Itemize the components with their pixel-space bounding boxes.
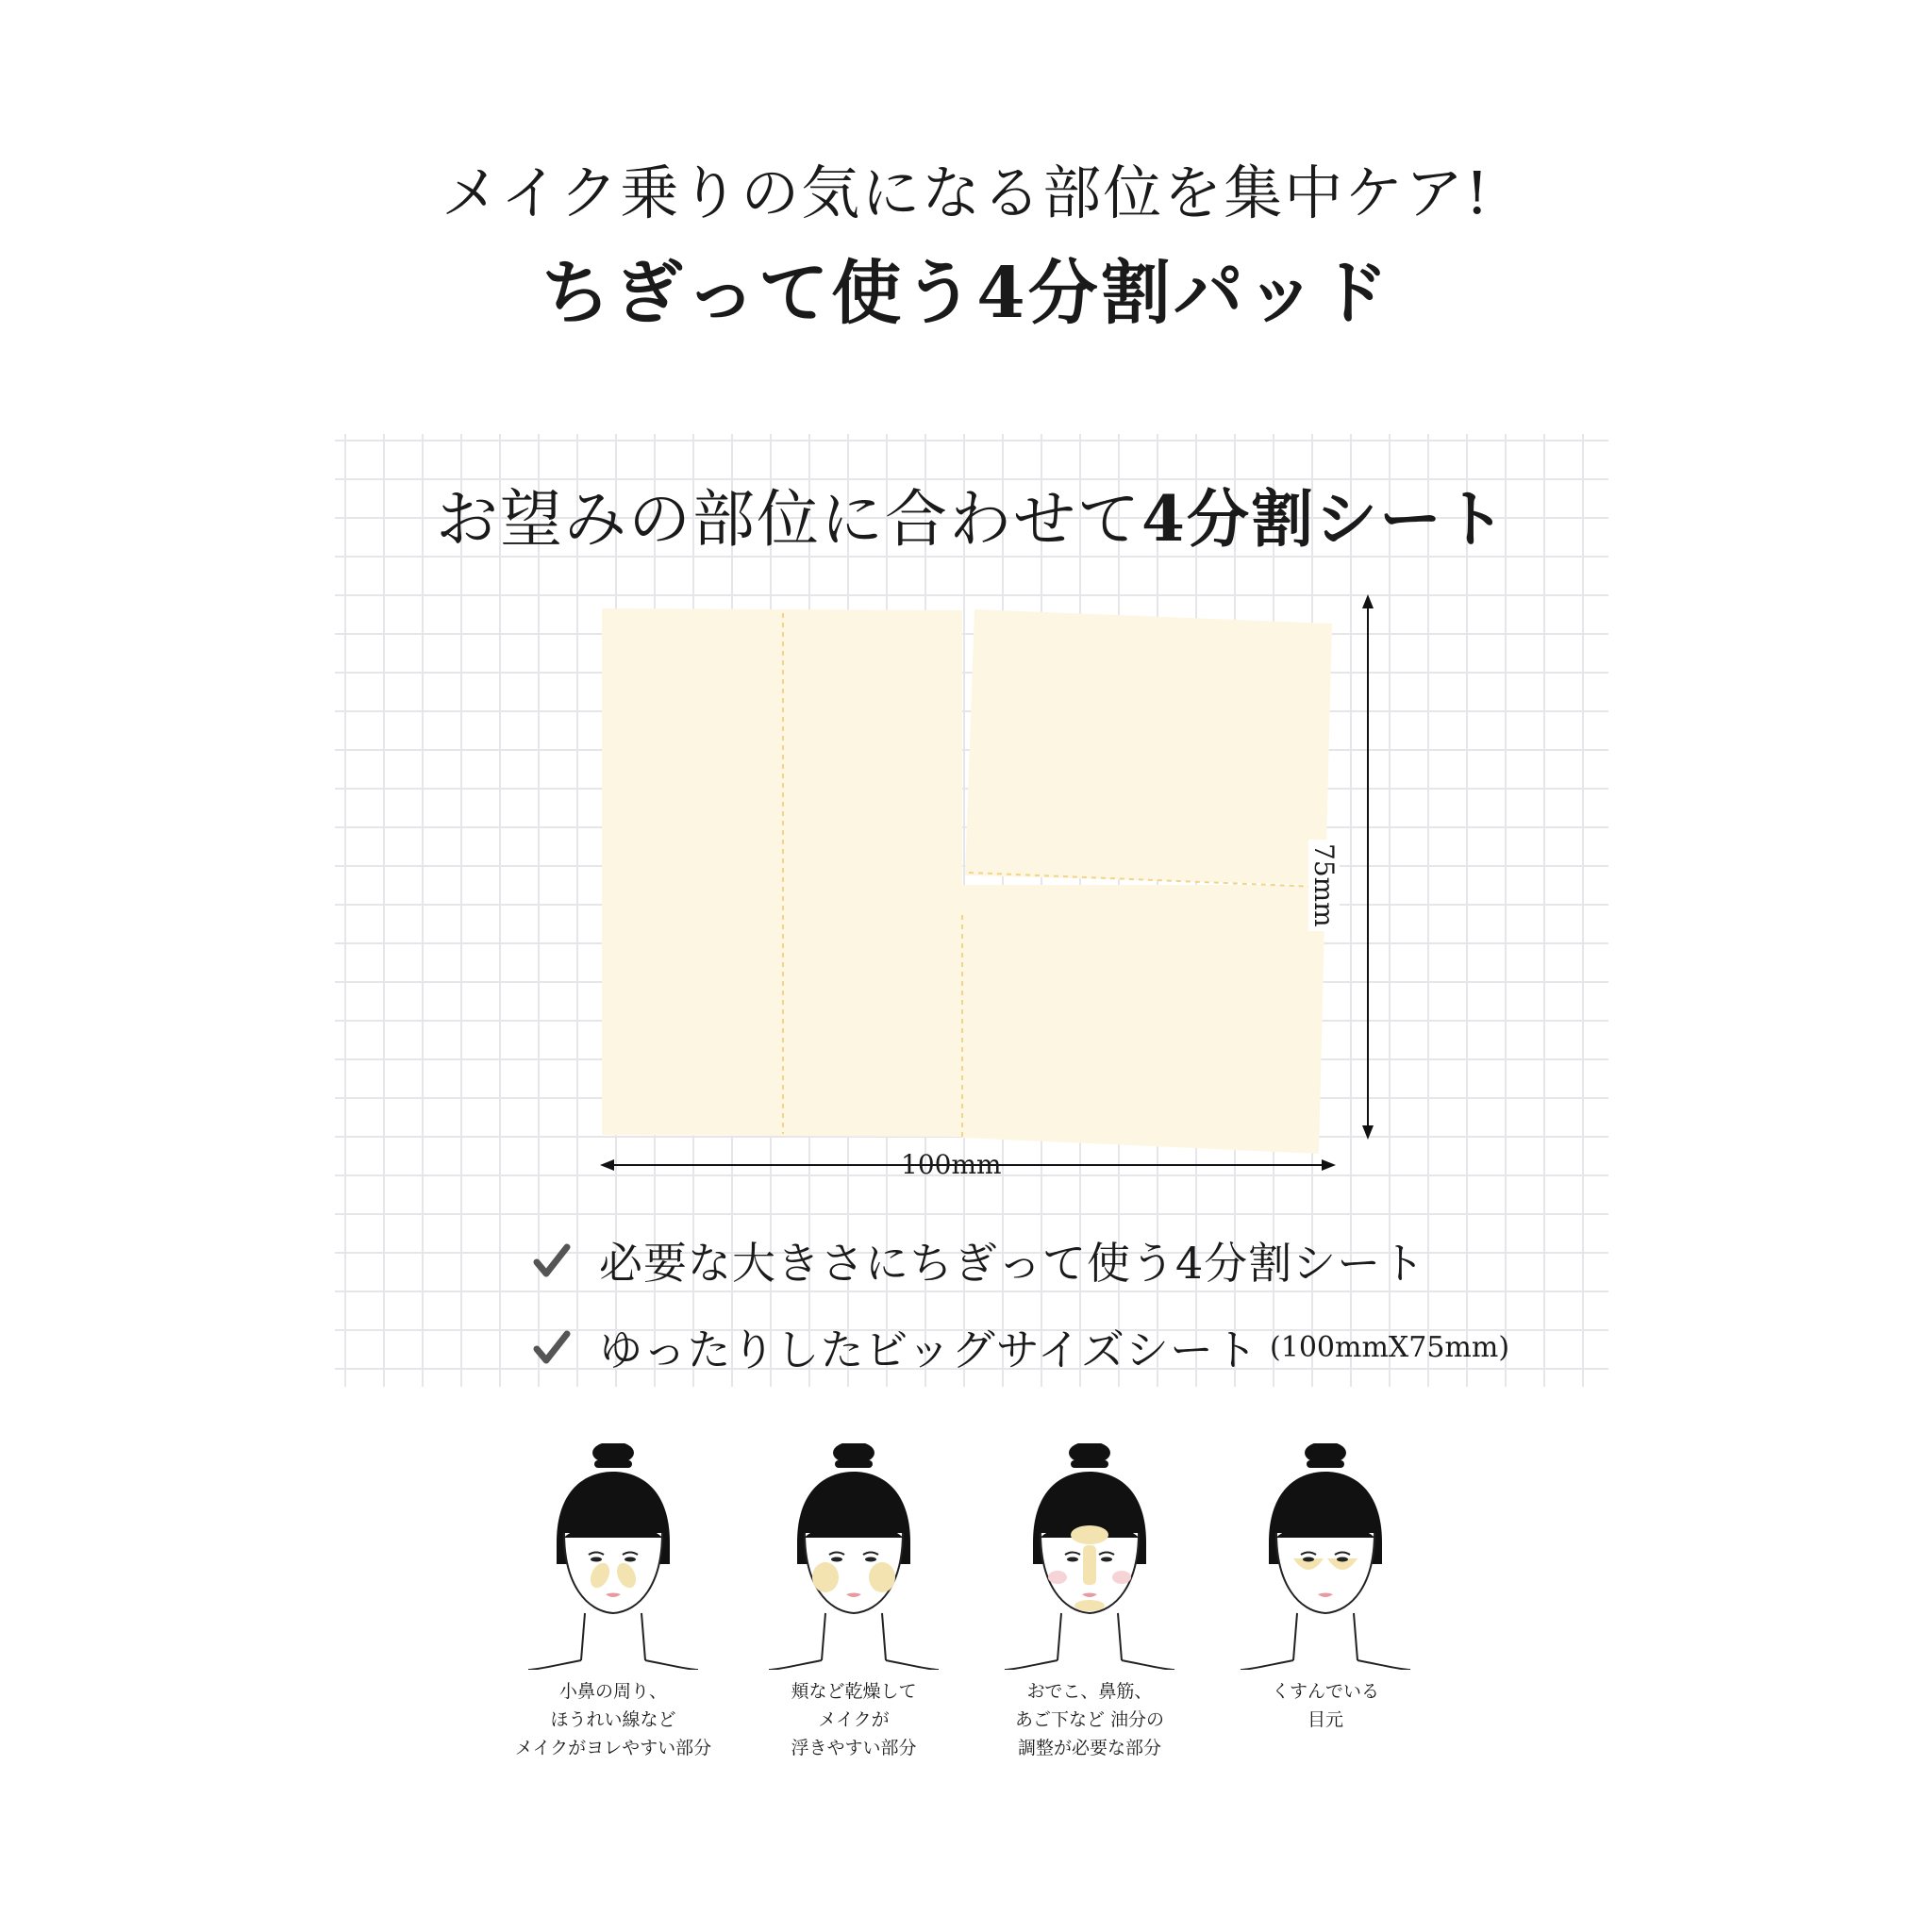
face-under-eye-icon xyxy=(1231,1443,1420,1670)
feature-text: ゆったりしたビッグサイズシート xyxy=(599,1324,1259,1375)
face-caption xyxy=(1203,1677,1448,1734)
headline-title: ちぎって使う4分割パッド xyxy=(541,253,1391,334)
sheet-right-bottom-quarter xyxy=(962,885,1325,1154)
face-caption xyxy=(731,1677,976,1762)
feature-note: (100mmX75mm) xyxy=(1270,1330,1510,1364)
caption-line: 頬など乾燥して xyxy=(791,1681,917,1702)
feature-text: 必要な大きさにちぎって使う4分割シート xyxy=(599,1238,1426,1289)
arrow-right-icon xyxy=(1322,1159,1336,1171)
caption-line: 小鼻の周り、 xyxy=(558,1681,667,1702)
face-column xyxy=(967,1443,1212,1762)
panel-title-regular: お望みの部位に合わせて xyxy=(436,483,1142,556)
height-label: 75mm xyxy=(1308,840,1340,931)
feature-item xyxy=(533,1217,1509,1304)
caption-line: 浮きやすい部分 xyxy=(791,1738,917,1758)
feature-list xyxy=(533,1217,1509,1391)
face-nose-smile-lines-icon xyxy=(519,1443,708,1670)
face-illustrations xyxy=(491,1443,1453,1877)
caption-line: メイクがヨレやすい部分 xyxy=(514,1738,712,1758)
caption-line: 目元 xyxy=(1307,1709,1343,1730)
feature-item xyxy=(533,1304,1509,1391)
headline-subtitle: メイク乗りの気になる部位を集中ケア! xyxy=(441,158,1491,227)
panel-title-bold: 4分割シート xyxy=(1141,482,1507,556)
arrow-up-icon xyxy=(1362,594,1374,608)
caption-line: あご下など 油分の xyxy=(1014,1709,1165,1730)
face-cheeks-icon xyxy=(759,1443,948,1670)
caption-line: メイクが xyxy=(818,1709,890,1730)
checkmark-icon xyxy=(533,1328,571,1366)
caption-line: 調整が必要な部分 xyxy=(1017,1738,1161,1758)
face-caption xyxy=(967,1677,1212,1762)
face-column xyxy=(1203,1443,1448,1734)
checkmark-icon xyxy=(533,1241,571,1279)
width-label: 100mm xyxy=(901,1149,1002,1180)
caption-line: おでこ、鼻筋、 xyxy=(1026,1681,1153,1702)
page-header xyxy=(0,151,1932,345)
caption-line: くすんでいる xyxy=(1271,1681,1379,1702)
face-column xyxy=(731,1443,976,1762)
caption-line: ほうれい線など xyxy=(550,1709,676,1730)
sheet-right-top-quarter xyxy=(965,609,1332,885)
arrow-down-icon xyxy=(1362,1125,1374,1140)
arrow-left-icon xyxy=(600,1159,614,1171)
face-caption xyxy=(491,1677,736,1762)
sheet-illustration xyxy=(335,434,1608,1189)
face-column xyxy=(491,1443,736,1762)
face-t-zone-chin-icon xyxy=(995,1443,1184,1670)
